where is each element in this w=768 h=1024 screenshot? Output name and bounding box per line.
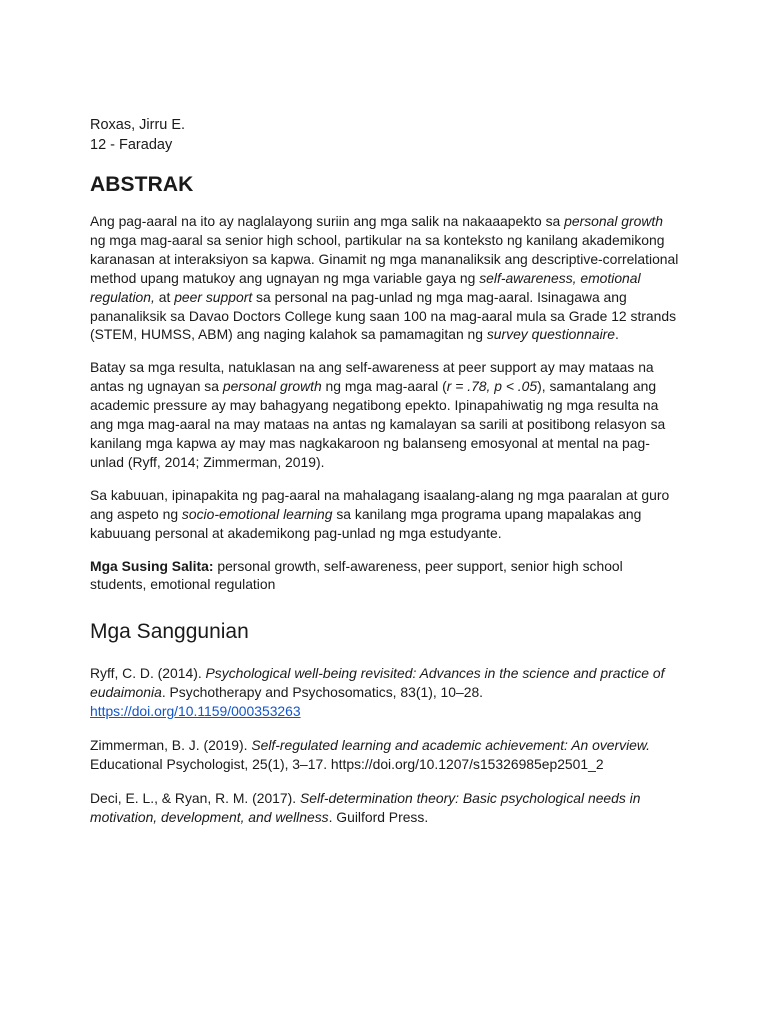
- class-section: 12 - Faraday: [90, 137, 173, 153]
- text-run: ng mga mag-aaral (: [321, 378, 447, 395]
- reference-item-deci-ryan: [90, 789, 680, 826]
- text-run: sa kanilang mga programa upang mapalakas ang kabuuang personal at akademikong pag-unlad ng mga estudyante.: [90, 505, 642, 541]
- reference-title: Self-determination theory: Basic psychological needs in motivation, development, and wellness: [90, 790, 641, 825]
- document-page: [90, 115, 680, 842]
- text-run: sa personal na pag-unlad ng mga mag-aaral. Isinagawa ang pananaliksik sa Davao Doctors College kung saan 100 na mag-aaral mula sa Grade 12 strands (STEM, HUMSS, ABM) ang naging kalahok sa pamamagitan ng: [90, 288, 677, 343]
- abstract-paragraph-2: [90, 358, 680, 471]
- reference-source: . Psychotherapy and Psychosomatics, 83(1), 10–28.: [161, 683, 484, 700]
- abstract-paragraph-1: [90, 212, 680, 344]
- references-heading: Mga Sanggunian: [90, 620, 249, 644]
- text-run: ), samantalang ang academic pressure ay may bahagyang negatibong epekto. Ipinapahiwatig ng mga resulta na ang mga mag-aaral na may mataas na antas ng kamalayan sa sarili at positibong relasyon sa kanilang mga kapwa ay may mas nagkakaroon ng balanseng emosyonal at mental na pag-unlad (Ryff, 2014; Zimmerman, 2019).: [90, 378, 666, 470]
- reference-source: . Guilford Press.: [328, 808, 429, 825]
- reference-authors: Deci, E. L., & Ryan, R. M. (2017).: [90, 790, 300, 807]
- text-run: Batay sa mga resulta, natuklasan na ang self-awareness at peer support ay may mataas na antas ng ugnayan sa: [90, 359, 654, 395]
- italic-run: peer support: [174, 288, 253, 305]
- author-name: Roxas, Jirru E.: [90, 117, 186, 133]
- reference-item-zimmerman: [90, 736, 680, 773]
- keywords-paragraph: [90, 557, 680, 595]
- reference-authors: Zimmerman, B. J. (2019).: [90, 737, 252, 754]
- reference-item-ryff: [90, 664, 680, 720]
- text-run: .: [615, 326, 619, 343]
- text-run: ng mga mag-aaral sa senior high school, partikular na sa konteksto ng kanilang akademikong karanasan at interaksiyon sa kapwa. Ginamit ng mga mananaliksik ang descriptive-correlational method upang matukoy ang ugnayan ng mga variable gaya ng: [90, 231, 679, 286]
- italic-run: personal growth: [222, 378, 322, 395]
- reference-title: Psychological well-being revisited: Advances in the science and practice of eudaimonia: [90, 665, 665, 700]
- keywords-list: personal growth, self-awareness, peer support, senior high school students, emotional regulation: [90, 557, 623, 593]
- keywords-label: Mga Susing Salita:: [90, 557, 214, 574]
- abstract-paragraph-3: [90, 486, 680, 543]
- italic-run: self-awareness, emotional regulation,: [90, 269, 641, 305]
- italic-run: socio-emotional learning: [181, 505, 333, 522]
- text-run: at: [154, 288, 175, 305]
- reference-title: Self-regulated learning and academic achievement: An overview.: [251, 737, 651, 754]
- text-run: Ang pag-aaral na ito ay naglalayong suriin ang mga salik na nakaaapekto sa: [90, 213, 565, 229]
- author-block: [90, 115, 680, 155]
- italic-run: personal growth: [564, 213, 663, 229]
- statistics-run: r = .78, p < .05: [446, 378, 538, 395]
- text-run: Sa kabuuan, ipinapakita ng pag-aaral na mahalagang isaalang-alang ng mga paaralan at guro ang aspeto ng: [90, 486, 670, 522]
- doi-link[interactable]: https://doi.org/10.1159/000353263: [90, 702, 301, 719]
- reference-authors: Ryff, C. D. (2014).: [90, 665, 206, 682]
- abstract-heading: ABSTRAK: [90, 173, 194, 196]
- italic-run: survey questionnaire: [486, 326, 616, 343]
- reference-source: Educational Psychologist, 25(1), 3–17. https://doi.org/10.1207/s15326985ep2501_2: [90, 755, 604, 772]
